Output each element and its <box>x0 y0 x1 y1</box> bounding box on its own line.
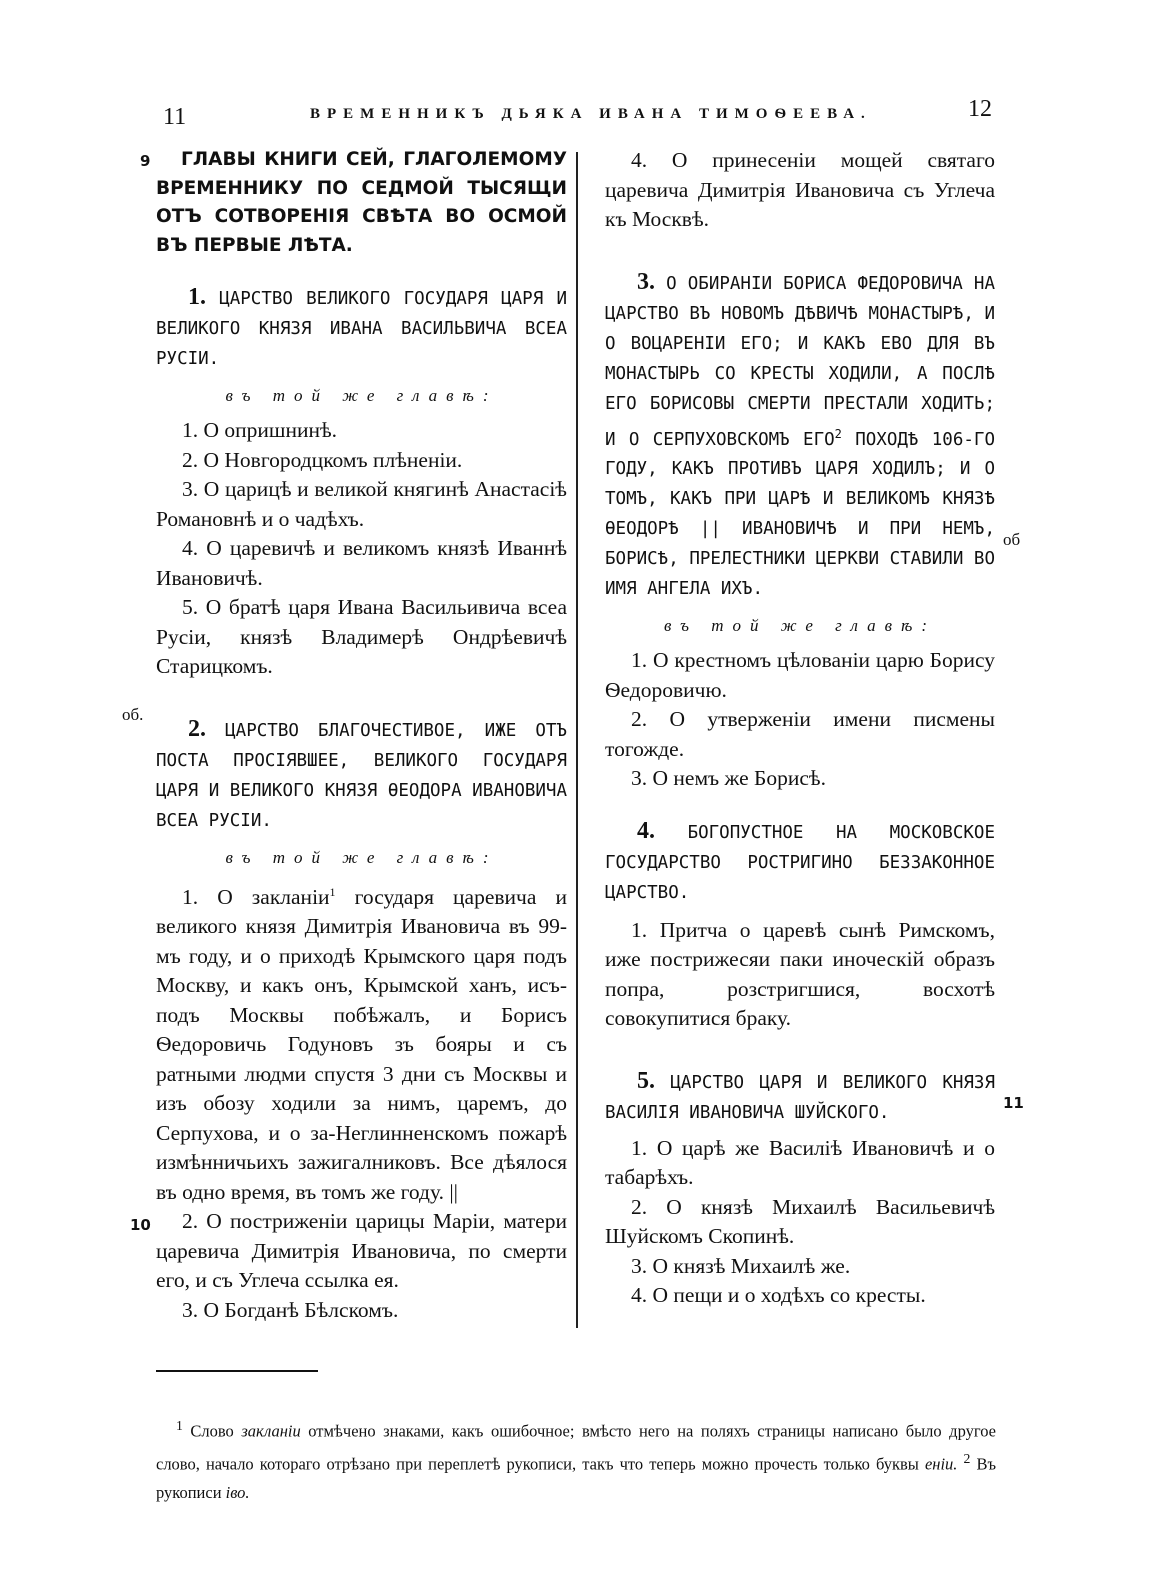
footnote-text: Въ рукописи <box>156 1454 997 1502</box>
list-item: 1. О крестномъ цѣлованіи царю Борису Ѳедоровичю. <box>605 648 995 702</box>
section-4-number: 4. <box>637 817 655 844</box>
section-2-number: 2. <box>188 715 206 742</box>
margin-folio-10: 10 <box>130 1216 151 1234</box>
right-column <box>605 146 995 1311</box>
list-item: 3. О немъ же Борисѣ. <box>631 766 826 791</box>
section-1-title <box>156 282 567 374</box>
list-item: 1. Притча о царевѣ сынѣ Римскомъ, иже пострижесяи паки иноческій образъ попра, розстригшися, восхотѣ совокупитися браку. <box>605 917 995 1031</box>
list-item: 2. О Новгородцкомъ плѣненіи. <box>182 447 463 472</box>
column-divider <box>576 152 578 1328</box>
section-4-title <box>605 816 995 908</box>
margin-folio-11: 11 <box>1003 1094 1024 1112</box>
footnote-text: отмѣчено знаками, какъ ошибочное; вмѣсто него на поляхъ страницы написано было другое слово, начало котораго отрѣзано при переплетѣ рукописи, такъ что теперь можно прочесть только буквы <box>156 1421 996 1474</box>
footnote-text: Слово <box>182 1421 242 1440</box>
section-3-number: 3. <box>637 268 655 295</box>
section-5-number: 5. <box>637 1067 655 1094</box>
list-item: 3. О Богданѣ Бѣлскомъ. <box>182 1297 399 1322</box>
right-page-number: 12 <box>968 96 992 122</box>
list-item: 3. О царицѣ и великой княгинѣ Анастасіѣ Романовнѣ и о чадѣхъ. <box>156 477 567 531</box>
footnote-rule <box>156 1370 318 1372</box>
running-header <box>0 96 1163 136</box>
section-1-title-text: ЦАРСТВО ВЕЛИКОГО ГОСУДАРЯ ЦАРЯ И ВЕЛИКОГО КНЯЗЯ ИВАНА ВАСИЛЬВИЧА ВСЕА РУСІИ. <box>156 289 567 369</box>
list-item: 2. О князѣ Михаилѣ Васильевичѣ Шуйскомъ Скопинѣ. <box>605 1194 995 1249</box>
footnote-marker-2: 2 <box>963 1451 971 1466</box>
running-title: ВРЕМЕННИКЪ ДЬЯКА ИВАНА ТИМОѲЕЕВА. <box>310 106 872 122</box>
chapters-heading: ГЛАВЫ КНИГИ СЕЙ, ГЛАГОЛЕМОМУ ВРЕМЕННИКУ ПО СЕДМОЙ ТЫСЯЩИ ОТЪ СОТВОРЕНІЯ СВѢТА ВО ОСМОЙ ВЪ ПЕРВЫЕ ЛѢТА. <box>156 149 567 256</box>
section-5-title <box>605 1066 995 1128</box>
list-item-text: 1. О закланіи <box>182 884 330 909</box>
list-item: 4. О пещи и о ходѣхъ со кресты. <box>631 1283 926 1308</box>
margin-folio-ob-left: об. <box>122 705 144 724</box>
section-3-title-text: О ОБИРАНІИ БОРИСА ФЕДОРОВИЧА НА ЦАРСТВО ВЪ НОВОМЪ ДѢВИЧѢ МОНАСТЫРѢ, И О ВОЦАРЕНІИ ЕГО; И КАКЪ ЕВО ДЛЯ ВЪ МОНАСТЫРЬ СО КРЕСТЫ ХОДИЛИ, А ПОСЛѢ ЕГО БОРИСОВЫ СМЕРТИ ПРЕСТАЛИ ХОДИТЬ; И О СЕРПУХОВСКОМЪ ЕГО <box>605 273 995 450</box>
section-2-title <box>156 714 567 836</box>
section-1-number: 1. <box>188 284 206 310</box>
list-item: 1. О опришнинѣ. <box>182 418 338 442</box>
section-2-title-text: ЦАРСТВО БЛАГОЧЕСТИВОЕ, ИЖЕ ОТЪ ПОСТА ПРОСІЯВШЕЕ, ВЕЛИКОГО ГОСУДАРЯ ЦАРЯ И ВЕЛИКОГО КНЯЗЯ ѲЕОДОРА ИВАНОВИЧА ВСЕА РУСІИ. <box>156 720 567 831</box>
section-3-title-text: ПОХОДѢ 106-ГО ГОДУ, КАКЪ ПРОТИВЪ ЦАРЯ ХОДИЛЪ; И О ТОМЪ, КАКЪ ПРИ ЦАРѢ И ВЕЛИКОМЪ КНЯЗѢ ѲЕОДОРѢ || ИВАНОВИЧѢ И ПРИ НЕМЪ, БОРИСѢ, ПРЕЛЕСТНИКИ ЦЕРКВИ СТАВИЛИ ВО ИМЯ АНГЕЛА ИХЪ. <box>605 429 995 600</box>
left-column <box>156 146 567 1325</box>
section-3-subheading: въ той же главѣ: <box>663 616 937 636</box>
list-item: 2. О утверженіи имени писмены тогожде. <box>605 707 995 761</box>
section-5-title-text: ЦАРСТВО ЦАРЯ И ВЕЛИКОГО КНЯЗЯ ВАСИЛІЯ ИВАНОВИЧА ШУЙСКОГО. <box>605 1072 995 1123</box>
list-item: 4. О принесеніи мощей святаго царевича Димитрія Ивановича съ Углеча къ Москвѣ. <box>605 148 995 231</box>
list-item: 5. О братѣ царя Ивана Васильивича всеа Русіи, князѣ Владимерѣ Ондрѣевичѣ Старицкомъ. <box>156 595 567 678</box>
section-2-subheading: въ той же главѣ: <box>225 847 498 867</box>
list-item: 2. О постриженіи царицы Маріи, матери царевича Димитрія Ивановича, по смерти его, и съ Углеча ссылка ея. <box>156 1209 567 1293</box>
margin-folio-9: 9 <box>140 152 151 170</box>
list-item <box>156 878 567 1208</box>
footnotes <box>156 1412 996 1507</box>
footnote-marker-1: 1 <box>176 1417 183 1433</box>
section-3-title <box>605 267 995 605</box>
footnote-italic: еніи. <box>924 1454 958 1474</box>
footnote-ref-2: 2 <box>834 426 842 441</box>
list-item: 3. О князѣ Михаилѣ же. <box>631 1253 851 1278</box>
section-4-title-text: БОГОПУСТНОЕ НА МОСКОВСКОЕ ГОСУДАРСТВО РОСТРИГИНО БЕЗЗАКОННОЕ ЦАРСТВО. <box>605 822 995 903</box>
footnote-italic: закланіи <box>241 1421 301 1440</box>
list-item: 1. О царѣ же Василіѣ Ивановичѣ и о табарѣхъ. <box>605 1135 995 1190</box>
list-item: 4. О царевичѣ и великомъ князѣ Иваннѣ Ивановичѣ. <box>156 536 567 590</box>
list-item-text: государя царевича и великого князя Димитрія Ивановича въ 99-мъ году, и о приходѣ Крымского царя подъ Москву, и какъ онъ, Крымской ханъ, исъ-подъ Москвы побѣжалъ, и Борисъ Ѳедоровичь Годуновъ зъ бояры и съ ратными людми спустя 3 дни съ Москвы и изъ обозу ходили за нимъ, царемъ, до Серпухова, и о за-Неглинненскомъ пожарѣ измѣнничьихъ зажигалниковъ. Все дѣялося въ одно время, въ томъ же году. || <box>156 884 567 1204</box>
margin-folio-ob-right: об <box>1003 530 1021 549</box>
section-1-subheading: въ той же главѣ: <box>225 386 498 405</box>
footnote-italic: іво. <box>225 1482 250 1502</box>
footnote-ref-1: 1 <box>329 884 336 899</box>
left-page-number: 11 <box>163 104 187 130</box>
